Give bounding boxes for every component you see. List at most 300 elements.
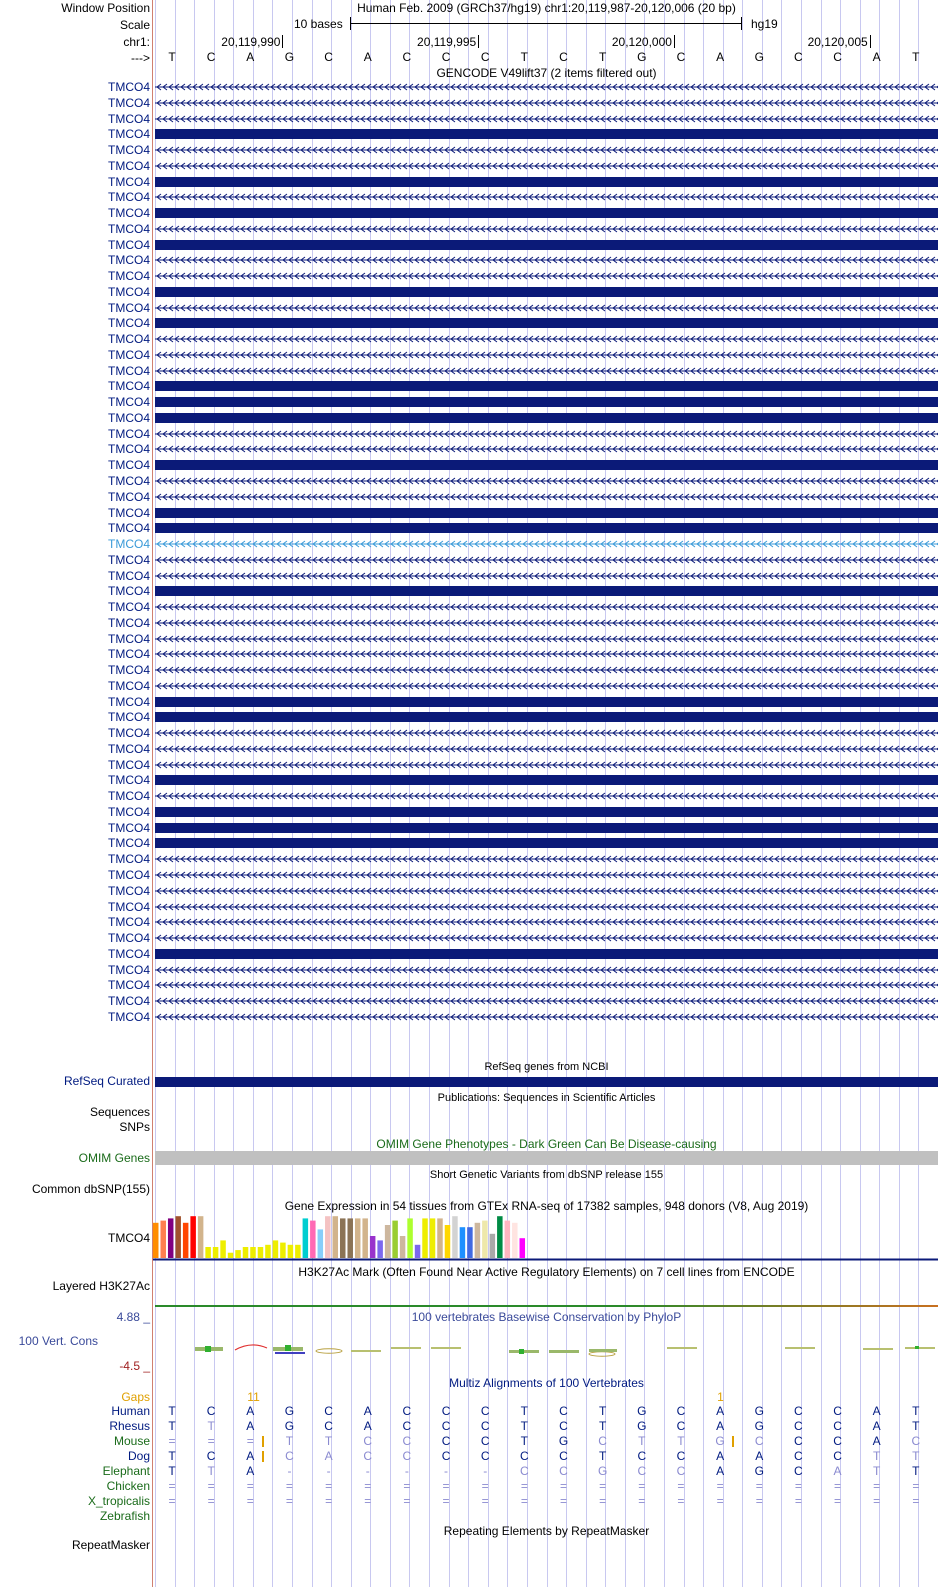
gene-label[interactable]: TMCO4 bbox=[108, 395, 150, 409]
gene-label[interactable]: TMCO4 bbox=[108, 190, 150, 204]
aligned-base: C bbox=[206, 1449, 216, 1463]
aligned-base: C bbox=[324, 1419, 333, 1433]
gene-intron-line[interactable] bbox=[155, 980, 938, 990]
gene-label[interactable]: TMCO4 bbox=[108, 632, 150, 646]
aligned-base: - bbox=[287, 1464, 292, 1478]
gene-label[interactable]: TMCO4 bbox=[108, 285, 150, 299]
aligned-base: C bbox=[402, 1404, 412, 1418]
gtex-tissue-bar[interactable] bbox=[347, 1218, 353, 1258]
aligned-base: = bbox=[559, 1494, 567, 1508]
gene-intron-line[interactable] bbox=[155, 902, 938, 912]
gene-exon-bar[interactable] bbox=[155, 381, 938, 391]
aligned-base: C bbox=[285, 1449, 294, 1463]
aligned-base: T bbox=[677, 1434, 685, 1448]
aligned-base: = bbox=[912, 1494, 920, 1508]
species-label[interactable]: Rhesus bbox=[109, 1419, 150, 1433]
aligned-base: A bbox=[363, 1419, 372, 1433]
gtex-tissue-bar[interactable] bbox=[220, 1240, 226, 1258]
gtex-bar-chart[interactable] bbox=[153, 1214, 938, 1262]
aligned-base: C bbox=[676, 1449, 686, 1463]
gene-intron-line[interactable] bbox=[155, 492, 938, 502]
species-label[interactable]: Elephant bbox=[102, 1464, 150, 1478]
gtex-tissue-bar[interactable] bbox=[303, 1218, 309, 1258]
gene-intron-line[interactable] bbox=[155, 539, 938, 549]
gene-label[interactable]: TMCO4 bbox=[108, 253, 150, 267]
gtex-tissue-bar[interactable] bbox=[325, 1216, 331, 1258]
aligned-base: A bbox=[755, 1449, 764, 1463]
aligned-base: = bbox=[638, 1494, 646, 1508]
gene-label[interactable]: TMCO4 bbox=[108, 348, 150, 362]
aligned-base: = bbox=[677, 1494, 685, 1508]
gene-label[interactable]: TMCO4 bbox=[108, 506, 150, 520]
gtex-label[interactable]: TMCO4 bbox=[108, 1231, 150, 1245]
gene-intron-line[interactable] bbox=[155, 334, 938, 344]
scale-text: 10 bases bbox=[294, 17, 343, 31]
gene-intron-line[interactable] bbox=[155, 886, 938, 896]
gene-label[interactable]: TMCO4 bbox=[108, 269, 150, 283]
gene-intron-line[interactable] bbox=[155, 303, 938, 313]
aligned-base: A bbox=[716, 1449, 725, 1463]
aligned-base: T bbox=[598, 1404, 607, 1418]
aligned-base: T bbox=[598, 1419, 607, 1433]
gene-intron-line[interactable] bbox=[155, 791, 938, 801]
aligned-base: = bbox=[364, 1479, 372, 1493]
gene-label[interactable]: TMCO4 bbox=[108, 159, 150, 173]
gene-intron-line[interactable] bbox=[155, 255, 938, 265]
gene-intron-line[interactable] bbox=[155, 917, 938, 927]
aligned-base: C bbox=[559, 1404, 568, 1418]
gene-intron-line[interactable] bbox=[155, 681, 938, 691]
gtex-tissue-bar[interactable] bbox=[467, 1227, 473, 1258]
gtex-tissue-bar[interactable] bbox=[445, 1225, 451, 1258]
aligned-base: C bbox=[637, 1464, 647, 1478]
species-label[interactable]: Human bbox=[111, 1404, 150, 1418]
gene-label[interactable]: TMCO4 bbox=[108, 584, 150, 598]
gtex-tissue-bar[interactable] bbox=[213, 1247, 219, 1258]
aligned-base: C bbox=[794, 1419, 803, 1433]
dbsnp-label[interactable]: Common dbSNP(155) bbox=[31, 1182, 150, 1196]
reference-base: G bbox=[637, 50, 647, 64]
gene-intron-line[interactable] bbox=[155, 82, 938, 92]
gene-intron-line[interactable] bbox=[155, 933, 938, 943]
gene-label[interactable]: TMCO4 bbox=[108, 710, 150, 724]
gtex-tissue-bar[interactable] bbox=[497, 1216, 503, 1258]
refseq-title: RefSeq genes from NCBI bbox=[484, 1061, 609, 1073]
gene-exon-bar[interactable] bbox=[155, 287, 938, 297]
gtex-tissue-bar[interactable] bbox=[333, 1216, 339, 1258]
gene-label[interactable]: TMCO4 bbox=[108, 569, 150, 583]
h3k27ac-label[interactable]: Layered H3K27Ac bbox=[52, 1279, 150, 1293]
gene-intron-line[interactable] bbox=[155, 649, 938, 659]
phylop-mark bbox=[205, 1346, 211, 1352]
aligned-base: T bbox=[168, 1449, 176, 1463]
aligned-base: = bbox=[442, 1494, 450, 1508]
gene-label[interactable]: TMCO4 bbox=[108, 600, 150, 614]
gtex-tissue-bar[interactable] bbox=[258, 1247, 264, 1258]
gtex-tissue-bar[interactable] bbox=[288, 1245, 294, 1258]
omim-bar[interactable] bbox=[155, 1151, 938, 1165]
gtex-tissue-bar[interactable] bbox=[190, 1216, 196, 1258]
gene-intron-line[interactable] bbox=[155, 618, 938, 628]
gtex-tissue-bar[interactable] bbox=[460, 1227, 466, 1258]
aligned-base: C bbox=[441, 1434, 451, 1448]
pubs-title: Publications: Sequences in Scientific Articles bbox=[437, 1092, 656, 1104]
aligned-base: C bbox=[402, 1434, 412, 1448]
gene-exon-bar[interactable] bbox=[155, 838, 938, 848]
gtex-tissue-bar[interactable] bbox=[422, 1218, 428, 1258]
gene-intron-line[interactable] bbox=[155, 444, 938, 454]
gene-exon-bar[interactable] bbox=[155, 807, 938, 817]
gene-label[interactable]: TMCO4 bbox=[108, 332, 150, 346]
gene-label[interactable]: TMCO4 bbox=[108, 868, 150, 882]
gene-label[interactable]: TMCO4 bbox=[108, 647, 150, 661]
aligned-base: = bbox=[834, 1479, 842, 1493]
gtex-tissue-bar[interactable] bbox=[235, 1250, 241, 1258]
aligned-base: G bbox=[284, 1419, 295, 1433]
aligned-base: C bbox=[520, 1464, 529, 1478]
gtex-tissue-bar[interactable] bbox=[295, 1245, 301, 1258]
gene-intron-line[interactable] bbox=[155, 224, 938, 234]
aligned-base: = bbox=[638, 1479, 646, 1493]
gene-label[interactable]: TMCO4 bbox=[108, 364, 150, 378]
aligned-base: A bbox=[246, 1404, 255, 1418]
gene-label[interactable]: TMCO4 bbox=[108, 695, 150, 709]
gene-intron-line[interactable] bbox=[155, 476, 938, 486]
gene-intron-line[interactable] bbox=[155, 98, 938, 108]
gtex-tissue-bar[interactable] bbox=[280, 1243, 286, 1258]
gtex-tissue-bar[interactable] bbox=[370, 1236, 376, 1258]
aligned-base: T bbox=[168, 1419, 176, 1433]
aligned-base: = bbox=[207, 1434, 215, 1448]
gene-label[interactable]: TMCO4 bbox=[108, 978, 150, 992]
gene-intron-line[interactable] bbox=[155, 161, 938, 171]
rmsk-title: Repeating Elements by RepeatMasker bbox=[443, 1524, 650, 1538]
gtex-tissue-bar[interactable] bbox=[385, 1225, 391, 1258]
gene-exon-bar[interactable] bbox=[155, 508, 938, 518]
gene-label[interactable]: TMCO4 bbox=[108, 852, 150, 866]
aligned-base: T bbox=[912, 1449, 920, 1463]
gene-label[interactable]: TMCO4 bbox=[108, 80, 150, 94]
gene-exon-bar[interactable] bbox=[155, 177, 938, 187]
gene-label[interactable]: TMCO4 bbox=[108, 900, 150, 914]
gene-exon-bar[interactable] bbox=[155, 460, 938, 470]
position-tick-label: 20,120,005 bbox=[807, 35, 868, 49]
position-tick bbox=[674, 35, 675, 48]
reference-base: A bbox=[246, 50, 255, 64]
gene-exon-bar[interactable] bbox=[155, 413, 938, 423]
gtex-tissue-bar[interactable] bbox=[475, 1223, 481, 1258]
gtex-tissue-bar[interactable] bbox=[228, 1253, 234, 1258]
aligned-base: = bbox=[481, 1479, 489, 1493]
phylop-label[interactable]: 100 Vert. Cons bbox=[18, 1334, 98, 1348]
gene-label[interactable]: TMCO4 bbox=[108, 553, 150, 567]
gene-label[interactable]: TMCO4 bbox=[108, 316, 150, 330]
aligned-base: = bbox=[599, 1479, 607, 1493]
gene-intron-line[interactable] bbox=[155, 744, 938, 754]
aligned-base: = bbox=[168, 1479, 176, 1493]
aligned-base: G bbox=[637, 1404, 647, 1418]
pubs-snps-label[interactable]: SNPs bbox=[119, 1120, 150, 1134]
gtex-tissue-bar[interactable] bbox=[362, 1218, 368, 1258]
aligned-base: C bbox=[480, 1449, 490, 1463]
aligned-base: A bbox=[363, 1404, 372, 1418]
gene-exon-bar[interactable] bbox=[155, 318, 938, 328]
gene-intron-line[interactable] bbox=[155, 366, 938, 376]
gene-exon-bar[interactable] bbox=[155, 523, 938, 533]
gene-label[interactable]: TMCO4 bbox=[108, 742, 150, 756]
gtex-tissue-bar[interactable] bbox=[205, 1247, 211, 1258]
aligned-base: T bbox=[520, 1434, 529, 1448]
aligned-base: A bbox=[246, 1464, 255, 1478]
aligned-base: C bbox=[676, 1419, 686, 1433]
gene-label[interactable]: TMCO4 bbox=[108, 947, 150, 961]
gene-label[interactable]: TMCO4 bbox=[108, 222, 150, 236]
reference-base: C bbox=[402, 50, 412, 64]
gene-exon-bar[interactable] bbox=[155, 240, 938, 250]
aligned-base: = bbox=[403, 1479, 411, 1493]
gene-label[interactable]: TMCO4 bbox=[108, 663, 150, 677]
gene-label[interactable]: TMCO4 bbox=[108, 915, 150, 929]
aligned-base: G bbox=[284, 1404, 295, 1418]
strand-label: ---> bbox=[131, 51, 150, 65]
reference-base: C bbox=[676, 50, 686, 64]
gene-intron-line[interactable] bbox=[155, 114, 938, 124]
reference-base: T bbox=[912, 50, 920, 64]
gene-intron-line[interactable] bbox=[155, 192, 938, 202]
gene-intron-line[interactable] bbox=[155, 145, 938, 155]
aligned-base: T bbox=[912, 1464, 920, 1478]
aligned-base: T bbox=[520, 1404, 529, 1418]
gtex-tissue-bar[interactable] bbox=[265, 1245, 271, 1258]
gene-exon-bar[interactable] bbox=[155, 397, 938, 407]
aligned-base: C bbox=[559, 1449, 568, 1463]
gtex-tissue-bar[interactable] bbox=[243, 1247, 249, 1258]
aligned-base: T bbox=[873, 1464, 881, 1478]
gene-label[interactable]: TMCO4 bbox=[108, 442, 150, 456]
gtex-tissue-bar[interactable] bbox=[153, 1223, 159, 1258]
gtex-tissue-bar[interactable] bbox=[520, 1238, 526, 1258]
gene-label[interactable]: TMCO4 bbox=[108, 112, 150, 126]
gene-exon-bar[interactable] bbox=[155, 775, 938, 785]
gtex-tissue-bar[interactable] bbox=[310, 1221, 316, 1258]
aligned-base: - bbox=[444, 1464, 449, 1478]
aligned-base: C bbox=[441, 1419, 451, 1433]
aligned-base: A bbox=[246, 1449, 255, 1463]
species-label[interactable]: Chicken bbox=[106, 1479, 150, 1493]
gene-label[interactable]: TMCO4 bbox=[108, 773, 150, 787]
gtex-tissue-bar[interactable] bbox=[340, 1218, 346, 1258]
chr-label: chr1: bbox=[123, 35, 150, 49]
gene-intron-line[interactable] bbox=[155, 665, 938, 675]
gtex-tissue-bar[interactable] bbox=[437, 1218, 443, 1258]
gene-exon-bar[interactable] bbox=[155, 129, 938, 139]
gtex-tissue-bar[interactable] bbox=[168, 1218, 173, 1258]
gene-label[interactable]: TMCO4 bbox=[108, 458, 150, 472]
aligned-base: C bbox=[754, 1434, 764, 1448]
species-label[interactable]: Mouse bbox=[113, 1434, 150, 1448]
aligned-base: - bbox=[365, 1464, 370, 1478]
gtex-tissue-bar[interactable] bbox=[160, 1221, 166, 1258]
gene-label[interactable]: TMCO4 bbox=[108, 96, 150, 110]
aligned-base: C bbox=[794, 1434, 803, 1448]
aligned-base: = bbox=[834, 1494, 842, 1508]
gtex-tissue-bar[interactable] bbox=[183, 1223, 189, 1258]
gene-label[interactable]: TMCO4 bbox=[108, 758, 150, 772]
species-label[interactable]: Zebrafish bbox=[99, 1509, 150, 1523]
gtex-tissue-bar[interactable] bbox=[512, 1223, 518, 1258]
gene-intron-line[interactable] bbox=[155, 996, 938, 1006]
gtex-tissue-bar[interactable] bbox=[490, 1234, 496, 1258]
aligned-base: = bbox=[520, 1494, 528, 1508]
gene-label[interactable]: TMCO4 bbox=[108, 836, 150, 850]
phylop-mark bbox=[275, 1352, 305, 1354]
species-label[interactable]: Dog bbox=[127, 1449, 150, 1463]
aligned-base: T bbox=[873, 1449, 881, 1463]
aligned-base: C bbox=[402, 1419, 412, 1433]
gene-exon-bar[interactable] bbox=[155, 697, 938, 707]
gtex-title: Gene Expression in 54 tissues from GTEx RNA-seq of 17382 samples, 948 donors (V8, Aug 2019) bbox=[284, 1199, 809, 1213]
gene-label[interactable]: TMCO4 bbox=[108, 175, 150, 189]
gtex-tissue-bar[interactable] bbox=[377, 1240, 383, 1258]
gene-label[interactable]: TMCO4 bbox=[108, 521, 150, 535]
gene-exon-bar[interactable] bbox=[155, 949, 938, 959]
reference-base: G bbox=[284, 50, 295, 64]
aligned-base: = bbox=[325, 1494, 333, 1508]
aligned-base: = bbox=[716, 1494, 724, 1508]
gene-label[interactable]: TMCO4 bbox=[108, 143, 150, 157]
position-tick-label: 20,119,990 bbox=[221, 35, 281, 49]
reference-base: A bbox=[716, 50, 725, 64]
gene-label[interactable]: TMCO4 bbox=[108, 379, 150, 393]
aligned-base: = bbox=[794, 1494, 802, 1508]
reference-base: T bbox=[520, 50, 529, 64]
gene-label[interactable]: TMCO4 bbox=[108, 238, 150, 252]
gene-label[interactable]: TMCO4 bbox=[108, 884, 150, 898]
gtex-tissue-bar[interactable] bbox=[400, 1236, 406, 1258]
gtex-tissue-bar[interactable] bbox=[415, 1245, 421, 1258]
gene-label[interactable]: TMCO4 bbox=[108, 805, 150, 819]
gtex-tissue-bar[interactable] bbox=[452, 1216, 458, 1258]
aligned-base: A bbox=[716, 1464, 725, 1478]
phylop-title: 100 vertebrates Basewise Conservation by PhyloP bbox=[411, 1310, 682, 1324]
gene-exon-bar[interactable] bbox=[155, 823, 938, 833]
gene-label[interactable]: TMCO4 bbox=[108, 537, 150, 551]
gene-label[interactable]: TMCO4 bbox=[108, 206, 150, 220]
aligned-base: = bbox=[794, 1479, 802, 1493]
phylop-mark bbox=[391, 1347, 421, 1349]
aligned-base: T bbox=[324, 1434, 333, 1448]
scale-bar-right-tick bbox=[741, 17, 742, 30]
aligned-base: G bbox=[715, 1434, 725, 1448]
aligned-base: C bbox=[637, 1449, 647, 1463]
aligned-base: C bbox=[520, 1449, 529, 1463]
gtex-tissue-bar[interactable] bbox=[273, 1240, 279, 1258]
aligned-base: C bbox=[363, 1449, 373, 1463]
gene-label[interactable]: TMCO4 bbox=[108, 474, 150, 488]
gene-exon-bar[interactable] bbox=[155, 208, 938, 218]
gene-label[interactable]: TMCO4 bbox=[108, 821, 150, 835]
gene-intron-line[interactable] bbox=[155, 429, 938, 439]
phylop-mark bbox=[285, 1345, 291, 1351]
gtex-tissue-bar[interactable] bbox=[407, 1218, 413, 1258]
gene-intron-line[interactable] bbox=[155, 728, 938, 738]
gene-label[interactable]: TMCO4 bbox=[108, 427, 150, 441]
position-tick-label: 20,119,995 bbox=[417, 35, 477, 49]
h3k27ac-signal[interactable] bbox=[155, 1305, 938, 1307]
gtex-tissue-bar[interactable] bbox=[250, 1247, 256, 1258]
aligned-base: = bbox=[520, 1479, 528, 1493]
gene-label[interactable]: TMCO4 bbox=[108, 963, 150, 977]
gene-label[interactable]: TMCO4 bbox=[108, 994, 150, 1008]
gtex-tissue-bar[interactable] bbox=[318, 1229, 324, 1258]
aligned-base: C bbox=[480, 1404, 490, 1418]
reference-base: C bbox=[206, 50, 216, 64]
gene-label[interactable]: TMCO4 bbox=[108, 679, 150, 693]
gtex-tissue-bar[interactable] bbox=[355, 1218, 361, 1258]
aligned-base: = bbox=[246, 1494, 254, 1508]
gene-intron-line[interactable] bbox=[155, 760, 938, 770]
gene-label[interactable]: TMCO4 bbox=[108, 301, 150, 315]
gaps-label: Gaps bbox=[121, 1390, 150, 1404]
gtex-tissue-bar[interactable] bbox=[482, 1221, 488, 1258]
species-label[interactable]: X_tropicalis bbox=[87, 1494, 150, 1508]
gene-exon-bar[interactable] bbox=[155, 712, 938, 722]
omim-label[interactable]: OMIM Genes bbox=[78, 1151, 150, 1165]
gene-label[interactable]: TMCO4 bbox=[108, 1010, 150, 1024]
gene-intron-line[interactable] bbox=[155, 602, 938, 612]
gtex-tissue-bar[interactable] bbox=[505, 1221, 511, 1258]
gene-intron-line[interactable] bbox=[155, 571, 938, 581]
gene-intron-line[interactable] bbox=[155, 1012, 938, 1022]
gene-label[interactable]: TMCO4 bbox=[108, 127, 150, 141]
gene-label[interactable]: TMCO4 bbox=[108, 616, 150, 630]
gene-label[interactable]: TMCO4 bbox=[108, 726, 150, 740]
refseq-label[interactable]: RefSeq Curated bbox=[63, 1074, 150, 1088]
reference-base: C bbox=[559, 50, 568, 64]
pubs-sequences-label[interactable]: Sequences bbox=[89, 1105, 150, 1119]
reference-base: G bbox=[754, 50, 764, 64]
gene-intron-line[interactable] bbox=[155, 634, 938, 644]
gene-intron-line[interactable] bbox=[155, 350, 938, 360]
aligned-base: T bbox=[207, 1464, 215, 1478]
aligned-base: C bbox=[833, 1449, 842, 1463]
aligned-base: C bbox=[676, 1464, 686, 1478]
h3k27ac-title: H3K27Ac Mark (Often Found Near Active Regulatory Elements) on 7 cell lines from ENCODE bbox=[298, 1265, 795, 1279]
gene-label[interactable]: TMCO4 bbox=[108, 490, 150, 504]
refseq-gene-bar[interactable] bbox=[155, 1077, 938, 1087]
rmsk-label[interactable]: RepeatMasker bbox=[71, 1538, 150, 1552]
gtex-tissue-bar[interactable] bbox=[430, 1218, 436, 1258]
gene-intron-line[interactable] bbox=[155, 870, 938, 880]
gene-intron-line[interactable] bbox=[155, 854, 938, 864]
gene-intron-line[interactable] bbox=[155, 271, 938, 281]
gene-label[interactable]: TMCO4 bbox=[108, 931, 150, 945]
gene-intron-line[interactable] bbox=[155, 555, 938, 565]
gap-count: 11 bbox=[247, 1390, 260, 1404]
phylop-signal[interactable] bbox=[155, 1338, 938, 1360]
gene-label[interactable]: TMCO4 bbox=[108, 411, 150, 425]
gene-label[interactable]: TMCO4 bbox=[108, 789, 150, 803]
aligned-base: = bbox=[246, 1479, 254, 1493]
phylop-mark bbox=[863, 1348, 893, 1350]
gene-exon-bar[interactable] bbox=[155, 586, 938, 596]
aligned-base: T bbox=[285, 1434, 294, 1448]
gtex-tissue-bar[interactable] bbox=[175, 1216, 181, 1258]
aligned-base: C bbox=[324, 1404, 333, 1418]
gtex-tissue-bar[interactable] bbox=[198, 1216, 204, 1258]
gtex-tissue-bar[interactable] bbox=[392, 1221, 398, 1258]
gene-intron-line[interactable] bbox=[155, 965, 938, 975]
